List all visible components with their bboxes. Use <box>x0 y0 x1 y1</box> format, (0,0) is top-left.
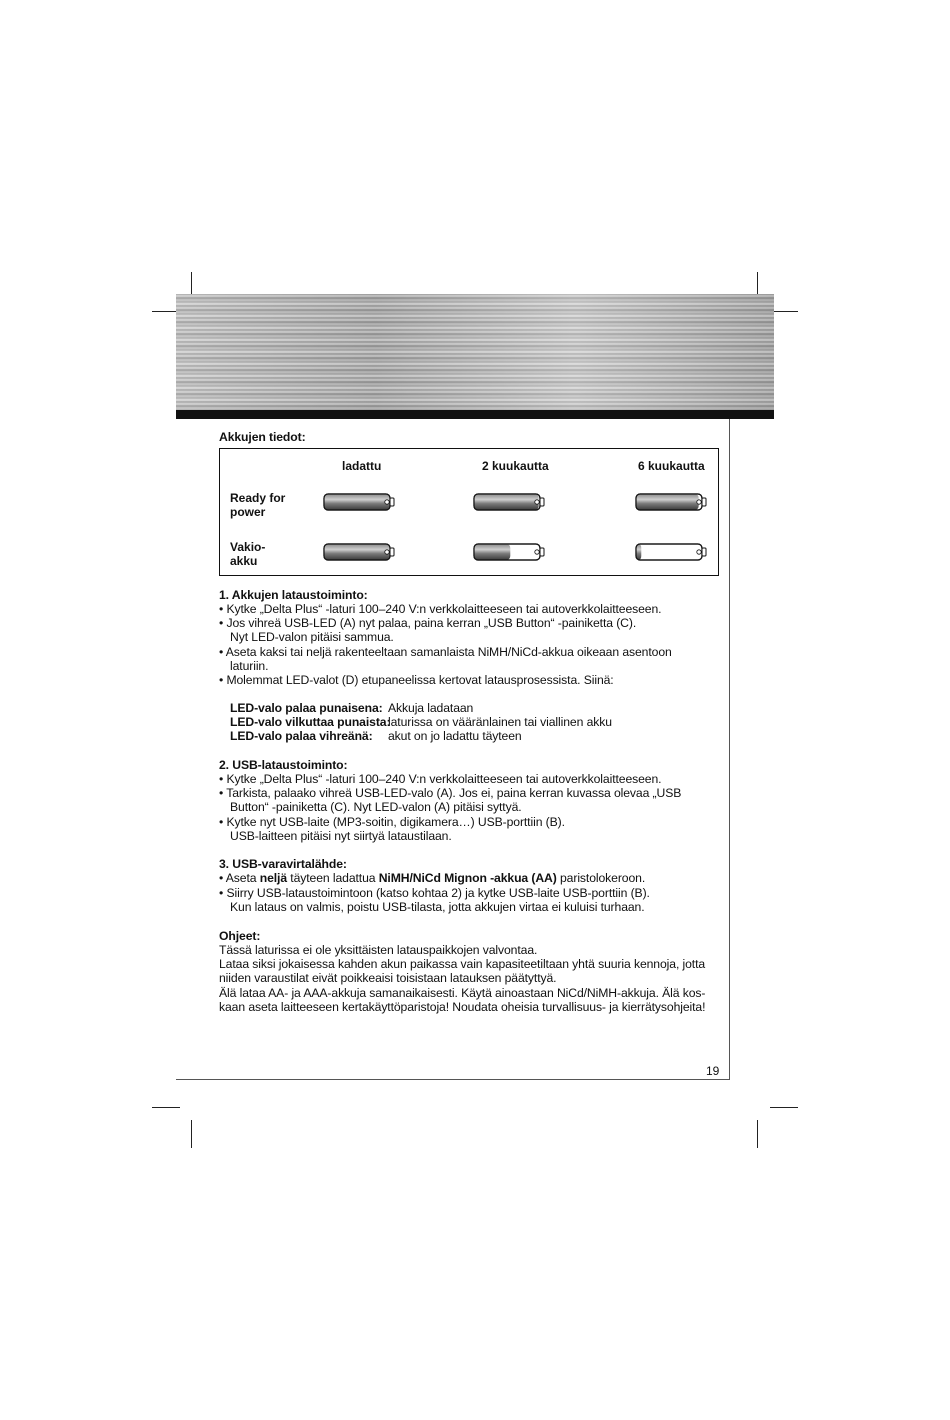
s3-bullet-2: • Siirry USB-lataustoimintoon (katso kohtaa 2) ja kytke USB-laite USB-porttiin (B). <box>219 886 650 900</box>
s1-bullet-3: • Aseta kaksi tai neljä rakenteeltaan samanlaista NiMH/NiCd-akkua oikeaan asentoon <box>219 645 672 659</box>
s2-bullet-1: • Kytke „Delta Plus“ -laturi 100–240 V:n verkkolaitteeseen tai autoverkkolaitteeseen. <box>219 772 662 786</box>
s3-bullet-1: • Aseta neljä täyteen ladattua NiMH/NiCd Mignon -akkua (AA) paristolokeroon. <box>219 871 646 885</box>
s1-bullet-4: • Molemmat LED-valot (D) etupaneelissa kertovat latausprosessista. Siinä: <box>219 673 614 687</box>
crop-mark <box>191 1120 192 1148</box>
battery-plus-mark <box>535 500 539 504</box>
header-black-bar <box>176 410 774 419</box>
s2-bullet-3: • Kytke nyt USB-laite (MP3-soitin, digikamera…) USB-porttiin (B). <box>219 815 565 829</box>
battery-charge-fill <box>324 494 390 510</box>
crop-mark <box>152 1107 180 1108</box>
page-frame-bottom <box>176 1079 730 1080</box>
battery-icon <box>635 493 707 511</box>
battery-plus-mark <box>385 550 389 554</box>
battery-plus-mark <box>697 500 701 504</box>
led-status-value: akut on jo ladattu täyteen <box>388 729 522 743</box>
notes-line: Älä lataa AA- ja AAA-akkuja samanaikaisesti. Käytä ainoastaan NiCd/NiMH-akkuja. Älä kos- <box>219 986 706 1000</box>
led-status-label: LED-valo palaa punaisena: <box>230 701 383 715</box>
crop-mark <box>770 311 798 312</box>
battery-terminal <box>702 498 706 506</box>
battery-icon <box>635 543 707 561</box>
led-status-label: LED-valo vilkuttaa punaista: <box>230 715 391 729</box>
battery-info-heading: Akkujen tiedot: <box>219 430 306 444</box>
page-frame-right <box>729 419 730 1079</box>
section-1-title: 1. Akkujen lataustoiminto: <box>219 588 368 602</box>
section-2-title: 2. USB-lataustoiminto: <box>219 758 348 772</box>
s1-bullet-2: • Jos vihreä USB-LED (A) nyt palaa, paina kerran „USB Button“ -painiketta (C). <box>219 616 637 630</box>
battery-charge-fill <box>474 494 539 510</box>
col-header-2-months: 2 kuukautta <box>482 459 549 473</box>
row-label-standard-battery: Vakio- akku <box>230 540 266 568</box>
battery-terminal <box>390 548 394 556</box>
s2-bullet-3-cont: USB-laitteen pitäisi nyt siirtyä lataustilaan. <box>230 829 452 843</box>
notes-line: Lataa siksi jokaisessa kahden akun paikassa vain kapasiteetiltaan yhtä suuria kennoja, jotta <box>219 957 706 971</box>
s3-bullet-2-cont: Kun lataus on valmis, poistu USB-tilasta, jotta akkujen virtaa ei kuluisi turhaan. <box>230 900 645 914</box>
battery-body <box>636 544 702 560</box>
battery-icon <box>473 543 545 561</box>
led-status-label: LED-valo palaa vihreänä: <box>230 729 373 743</box>
battery-terminal <box>540 498 544 506</box>
header-metal-band <box>176 294 774 410</box>
battery-charge-fill <box>474 544 510 560</box>
battery-icon <box>323 543 395 561</box>
battery-plus-mark <box>697 550 701 554</box>
battery-plus-mark <box>535 550 539 554</box>
led-status-value: laturissa on vääränlainen tai viallinen akku <box>388 715 612 729</box>
crop-mark <box>757 1120 758 1148</box>
s2-bullet-2: • Tarkista, palaako vihreä USB-LED-valo (A). Jos ei, paina kerran kuvassa olevaa „USB <box>219 786 682 800</box>
battery-terminal <box>390 498 394 506</box>
battery-icon <box>323 493 395 511</box>
row-label-ready-for-power: Ready for power <box>230 491 286 519</box>
col-header-charged: ladattu <box>342 459 382 473</box>
page-number: 19 <box>706 1064 720 1078</box>
s1-bullet-2-cont: Nyt LED-valon pitäisi sammua. <box>230 630 394 644</box>
battery-charge-fill <box>324 544 390 560</box>
notes-line: Tässä laturissa ei ole yksittäisten latauspaikkojen valvontaa. <box>219 943 538 957</box>
battery-table <box>219 448 719 576</box>
col-header-6-months: 6 kuukautta <box>638 459 705 473</box>
led-status-value: Akkuja ladataan <box>388 701 474 715</box>
s1-bullet-1: • Kytke „Delta Plus“ -laturi 100–240 V:n verkkolaitteeseen tai autoverkkolaitteeseen. <box>219 602 662 616</box>
notes-title: Ohjeet: <box>219 929 261 943</box>
notes-line: kaan aseta laitteeseen kertakäyttöparistoja! Noudata oheisia turvallisuus- ja kierrätysohjeita! <box>219 1000 706 1014</box>
notes-line: niiden varaustilat eivät poikkeaisi toisistaan latauksen päätyttyä. <box>219 971 557 985</box>
section-3-title: 3. USB-varavirtalähde: <box>219 857 347 871</box>
battery-plus-mark <box>385 500 389 504</box>
crop-mark <box>770 1107 798 1108</box>
s2-bullet-2-cont: Button“ -painiketta (C). Nyt LED-valon (A) pitäisi syttyä. <box>230 800 522 814</box>
battery-terminal <box>540 548 544 556</box>
battery-icon <box>473 493 545 511</box>
s1-bullet-3-cont: laturiin. <box>230 659 269 673</box>
battery-charge-fill <box>636 494 699 510</box>
battery-terminal <box>702 548 706 556</box>
